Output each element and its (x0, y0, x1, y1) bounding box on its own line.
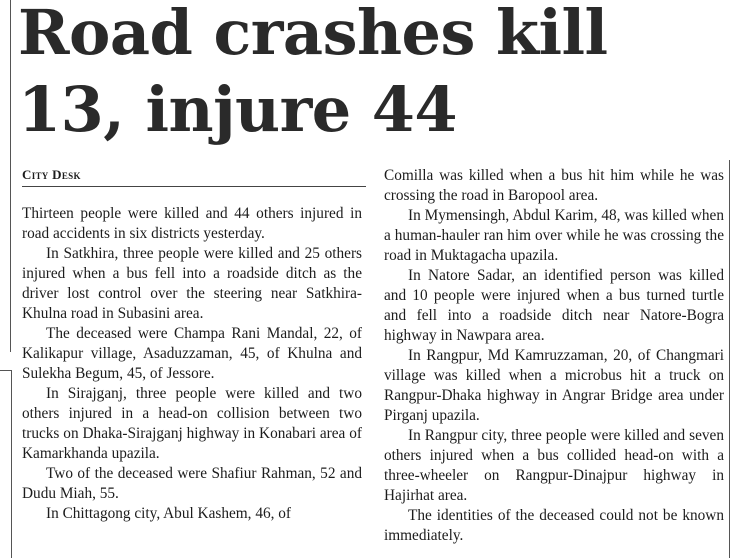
byline: City Desk (22, 167, 366, 187)
article-column-right (384, 166, 724, 546)
right-edge-rule (729, 160, 730, 558)
paragraph: The deceased were Champa Rani Mandal, 22, of Kalikapur village, Asaduzzaman, 45, of Khulna and Sulekha Begum, 45, of Jessore. (22, 325, 362, 382)
paragraph: In Natore Sadar, an identified person was killed and 10 people were injured when a bus turned turtle and fell into a roadside ditch near Natore-Bogra highway in Nawpara area. (384, 267, 724, 344)
paragraph: In Rangpur, Md Kamruzzaman, 20, of Changmari village was killed when a microbus hit a truck on Rangpur-Dhaka highway in Angrar Bridge area under Pirganj upazila. (384, 347, 724, 424)
paragraph: In Chittagong city, Abul Kashem, 46, of (46, 505, 292, 522)
paragraph: Two of the deceased were Shafiur Rahman, 52 and Dudu Miah, 55. (22, 465, 362, 502)
article-column-left (22, 204, 362, 524)
paragraph: The identities of the deceased could not be known immediately. (384, 507, 724, 544)
paragraph: Thirteen people were killed and 44 others injured in road accidents in six districts yesterday. (22, 205, 362, 242)
left-page-rule (10, 0, 11, 352)
paragraph: In Mymensingh, Abdul Karim, 48, was killed when a human-hauler ran him over while he was crossing the road in Muktagacha upazila. (384, 207, 724, 264)
paragraph: In Satkhira, three people were killed and 25 others injured when a bus fell into a roadside ditch as the driver lost control over the steering near Satkhira-Khulna road in Subasini area. (22, 245, 362, 322)
left-page-rule-lower (11, 370, 12, 558)
paragraph: In Sirajganj, three people were killed and two others injured in a head-on collision between two trucks on Dhaka-Sirajganj highway in Konabari area of Kamarkhanda upazila. (22, 385, 362, 462)
headline: Road crashes kill 13, injure 44 (18, 0, 608, 146)
paragraph: In Rangpur city, three people were killed and seven others injured when a bus collided head-on with a three-wheeler on Rangpur-Dinajpur highway in Hajirhat area. (384, 427, 724, 504)
paragraph: Comilla was killed when a bus hit him while he was crossing the road in Baropool area. (384, 167, 724, 204)
